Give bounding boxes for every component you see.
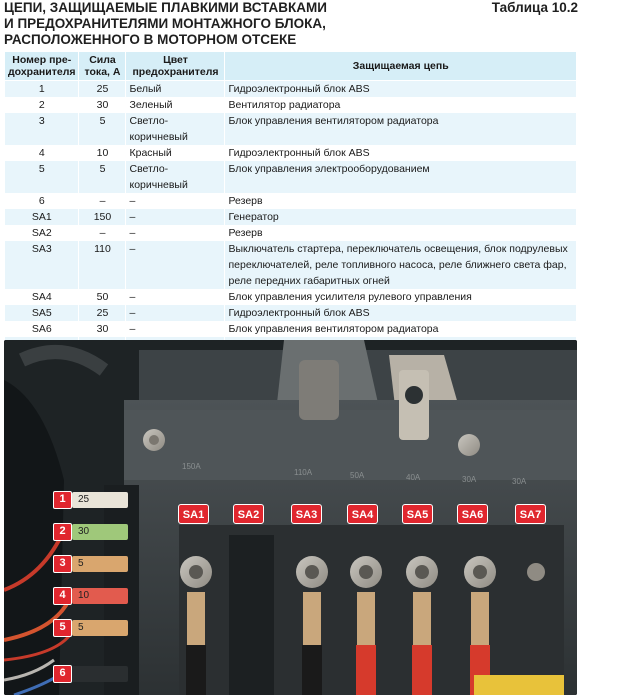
fuse-body-3: 5	[72, 556, 128, 572]
cell-circuit: Резерв	[225, 193, 577, 209]
fuse-number: 6	[53, 665, 72, 683]
sa-label: SA3	[291, 504, 322, 524]
table-row	[5, 225, 577, 241]
sa-label: SA6	[457, 504, 488, 524]
cell-color: Светло-коричневый	[126, 161, 225, 193]
fuse-number: 3	[53, 555, 72, 573]
cell-current: 5	[79, 113, 126, 145]
fuse-body-1: 25	[72, 492, 128, 508]
cell-number: 2	[5, 97, 79, 113]
cell-current: 110	[79, 241, 126, 289]
cell-color: –	[126, 193, 225, 209]
table-row	[5, 145, 577, 161]
table-row	[5, 321, 577, 337]
header-number: Номер пре-дохранителя	[5, 52, 79, 81]
molded-mark: 110A	[294, 468, 313, 477]
table-header-row	[5, 52, 577, 81]
cell-number: 3	[5, 113, 79, 145]
cell-number: 6	[5, 193, 79, 209]
molded-mark: 50A	[350, 471, 365, 480]
cell-color: –	[126, 289, 225, 305]
cell-circuit: Генератор	[225, 209, 577, 225]
cell-color: Красный	[126, 145, 225, 161]
fuse-number: 5	[53, 619, 72, 637]
cell-number: SA6	[5, 321, 79, 337]
cell-color: Зеленый	[126, 97, 225, 113]
cell-circuit: Гидроэлектронный блок ABS	[225, 305, 577, 321]
header-circuit: Защищаемая цепь	[225, 52, 577, 81]
table-row	[5, 241, 577, 289]
cell-color: –	[126, 225, 225, 241]
cell-current: 150	[79, 209, 126, 225]
cell-number: SA4	[5, 289, 79, 305]
cell-circuit: Блок управления усилителя рулевого управления	[225, 289, 577, 305]
cell-number: 1	[5, 81, 79, 98]
cell-number: SA5	[5, 305, 79, 321]
header-current: Сила тока, А	[79, 52, 126, 81]
table-row	[5, 289, 577, 305]
cell-current: –	[79, 193, 126, 209]
cell-color: –	[126, 209, 225, 225]
cell-color: –	[126, 241, 225, 289]
cell-color: Белый	[126, 81, 225, 98]
table-row	[5, 97, 577, 113]
cell-circuit: Блок управления вентилятором радиатора	[225, 321, 577, 337]
sa-label: SA4	[347, 504, 378, 524]
molded-mark: 30A	[462, 475, 477, 484]
cell-number: 5	[5, 161, 79, 193]
cell-number: SA1	[5, 209, 79, 225]
cell-circuit: Блок управления вентилятором радиатора	[225, 113, 577, 145]
cell-circuit: Вентилятор радиатора	[225, 97, 577, 113]
title-line: РАСПОЛОЖЕННОГО В МОТОРНОМ ОТСЕКЕ	[4, 32, 297, 47]
sa-label: SA1	[178, 504, 209, 524]
molded-mark: 150A	[182, 462, 201, 471]
cell-current: 30	[79, 97, 126, 113]
molded-mark: 40A	[406, 473, 421, 482]
fuse-number: 2	[53, 523, 72, 541]
cell-color: Светло-коричневый	[126, 113, 225, 145]
cell-circuit: Резерв	[225, 225, 577, 241]
table-row	[5, 113, 577, 145]
table-row	[5, 161, 577, 193]
cell-circuit: Выключатель стартера, переключатель освещения, блок подрулевых переключателей, реле топливного насоса, реле ближнего света фар, реле передних габаритных огней	[225, 241, 577, 289]
fuse-body-5: 5	[72, 620, 128, 636]
cell-number: SA3	[5, 241, 79, 289]
cell-circuit: Гидроэлектронный блок ABS	[225, 145, 577, 161]
cell-number: 4	[5, 145, 79, 161]
sa-label: SA7	[515, 504, 546, 524]
table-row	[5, 305, 577, 321]
fuse-number: 4	[53, 587, 72, 605]
fuse-table	[4, 51, 577, 353]
cell-current: 30	[79, 321, 126, 337]
table-title	[4, 0, 464, 48]
sa-label: SA5	[402, 504, 433, 524]
molded-mark: 30A	[512, 477, 527, 486]
fuse-box-photo	[4, 340, 577, 695]
table-number: Таблица 10.2	[491, 0, 578, 15]
cell-current: 25	[79, 305, 126, 321]
cell-circuit: Гидроэлектронный блок ABS	[225, 81, 577, 98]
cell-current: –	[79, 225, 126, 241]
cell-number: SA2	[5, 225, 79, 241]
cell-current: 25	[79, 81, 126, 98]
table-row	[5, 81, 577, 98]
title-line: И ПРЕДОХРАНИТЕЛЯМИ МОНТАЖНОГО БЛОКА,	[4, 16, 326, 31]
table-row	[5, 209, 577, 225]
fuse-slot-6	[72, 666, 128, 682]
table-row	[5, 193, 577, 209]
fuse-number: 1	[53, 491, 72, 509]
cell-circuit: Блок управления электрооборудованием	[225, 161, 577, 193]
header-color: Цвет предохранителя	[126, 52, 225, 81]
sa-label: SA2	[233, 504, 264, 524]
cell-current: 50	[79, 289, 126, 305]
cell-color: –	[126, 321, 225, 337]
cell-color: –	[126, 305, 225, 321]
fuse-body-4: 10	[72, 588, 128, 604]
fuse-body-2: 30	[72, 524, 128, 540]
cell-current: 5	[79, 161, 126, 193]
title-line: ЦЕПИ, ЗАЩИЩАЕМЫЕ ПЛАВКИМИ ВСТАВКАМИ	[4, 0, 327, 15]
cell-current: 10	[79, 145, 126, 161]
